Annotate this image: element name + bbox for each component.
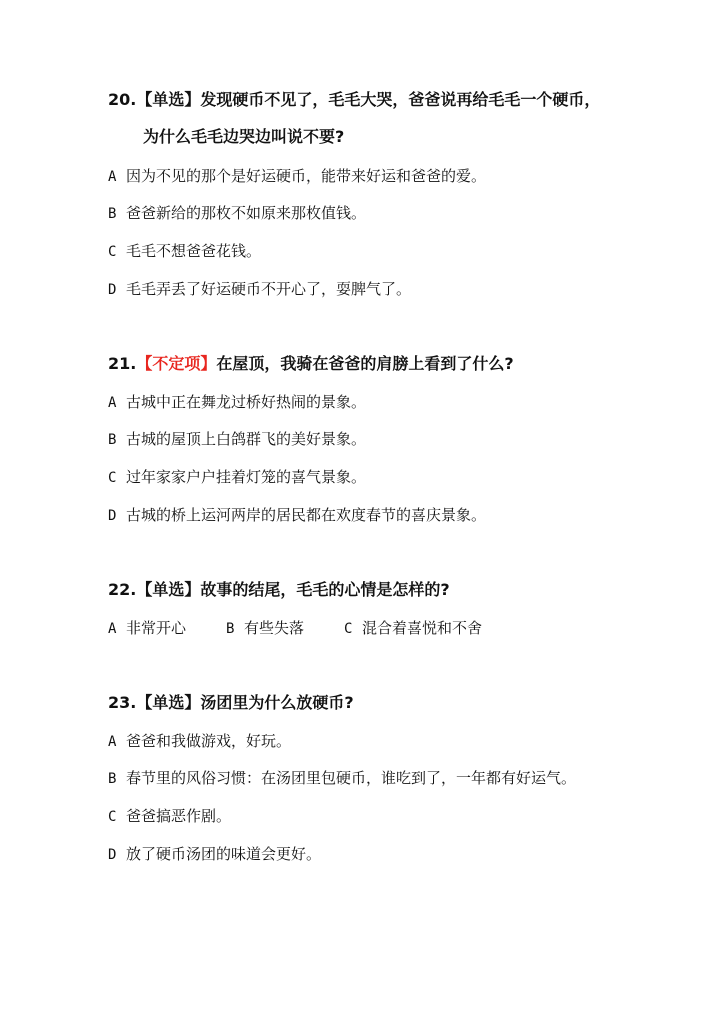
option-d[interactable] xyxy=(108,279,411,300)
option-b[interactable] xyxy=(226,618,304,639)
option-text: 毛毛弄丢了好运硬币不开心了，耍脾气了。 xyxy=(126,280,412,298)
option-a[interactable] xyxy=(108,618,186,639)
option-text: 毛毛不想爸爸花钱。 xyxy=(126,242,262,260)
option-text: 爸爸和我做游戏，好玩。 xyxy=(126,732,292,750)
option-letter: A xyxy=(108,621,117,637)
question-number: 23. xyxy=(108,693,137,712)
option-letter: D xyxy=(108,282,117,298)
option-text: 古城中正在舞龙过桥好热闹的景象。 xyxy=(126,393,367,411)
question-20-title-continued: 为什么毛毛边哭边叫说不要? xyxy=(143,127,345,146)
option-letter: B xyxy=(226,621,235,637)
question-number: 20. xyxy=(108,90,137,109)
question-22-title xyxy=(108,580,450,600)
option-letter: C xyxy=(108,809,117,825)
question-type-tag: 【单选】 xyxy=(136,580,201,599)
option-b[interactable] xyxy=(108,429,366,450)
option-b[interactable] xyxy=(108,203,366,224)
option-text: 因为不见的那个是好运硬币，能带来好运和爸爸的爱。 xyxy=(126,167,487,185)
option-letter: A xyxy=(108,734,117,750)
option-c[interactable] xyxy=(108,806,231,827)
option-letter: B xyxy=(108,206,117,222)
question-number: 22. xyxy=(108,580,137,599)
option-a[interactable] xyxy=(108,731,291,752)
option-letter: A xyxy=(108,395,117,411)
question-type-tag: 【不定项】 xyxy=(136,354,217,373)
option-letter: C xyxy=(108,244,117,260)
option-text: 混合着喜悦和不舍 xyxy=(362,619,483,637)
question-21-title xyxy=(108,354,514,374)
option-a[interactable] xyxy=(108,166,486,187)
option-letter: D xyxy=(108,847,117,863)
option-text: 过年家家户户挂着灯笼的喜气景象。 xyxy=(126,468,367,486)
option-letter: C xyxy=(344,621,353,637)
option-text: 古城的桥上运河两岸的居民都在欢度春节的喜庆景象。 xyxy=(126,506,487,524)
question-type-tag: 【单选】 xyxy=(136,90,201,109)
question-number: 21. xyxy=(108,354,137,373)
question-23-title xyxy=(108,693,354,713)
option-c[interactable] xyxy=(108,467,366,488)
question-20-title xyxy=(108,90,600,110)
option-text: 非常开心 xyxy=(126,619,187,637)
question-text: 汤团里为什么放硬币? xyxy=(200,693,354,712)
option-text: 放了硬币汤团的味道会更好。 xyxy=(126,845,322,863)
option-letter: D xyxy=(108,508,117,524)
question-type-tag: 【单选】 xyxy=(136,693,201,712)
option-letter: C xyxy=(108,470,117,486)
option-letter: B xyxy=(108,432,117,448)
option-text: 古城的屋顶上白鸽群飞的美好景象。 xyxy=(126,430,367,448)
option-text: 爸爸搞恶作剧。 xyxy=(126,807,232,825)
option-letter: A xyxy=(108,169,117,185)
option-text: 春节里的风俗习惯：在汤团里包硬币，谁吃到了，一年都有好运气。 xyxy=(126,769,577,787)
option-c[interactable] xyxy=(344,618,482,639)
question-text: 在屋顶，我骑在爸爸的肩膀上看到了什么? xyxy=(216,354,514,373)
question-text: 发现硬币不见了，毛毛大哭，爸爸说再给毛毛一个硬币， xyxy=(200,90,601,109)
option-text: 爸爸新给的那枚不如原来那枚值钱。 xyxy=(126,204,367,222)
option-d[interactable] xyxy=(108,505,486,526)
option-text: 有些失落 xyxy=(244,619,305,637)
option-c[interactable] xyxy=(108,241,261,262)
option-d[interactable] xyxy=(108,844,321,865)
question-text: 故事的结尾，毛毛的心情是怎样的? xyxy=(200,580,450,599)
option-b[interactable] xyxy=(108,768,576,789)
option-letter: B xyxy=(108,771,117,787)
option-a[interactable] xyxy=(108,392,366,413)
